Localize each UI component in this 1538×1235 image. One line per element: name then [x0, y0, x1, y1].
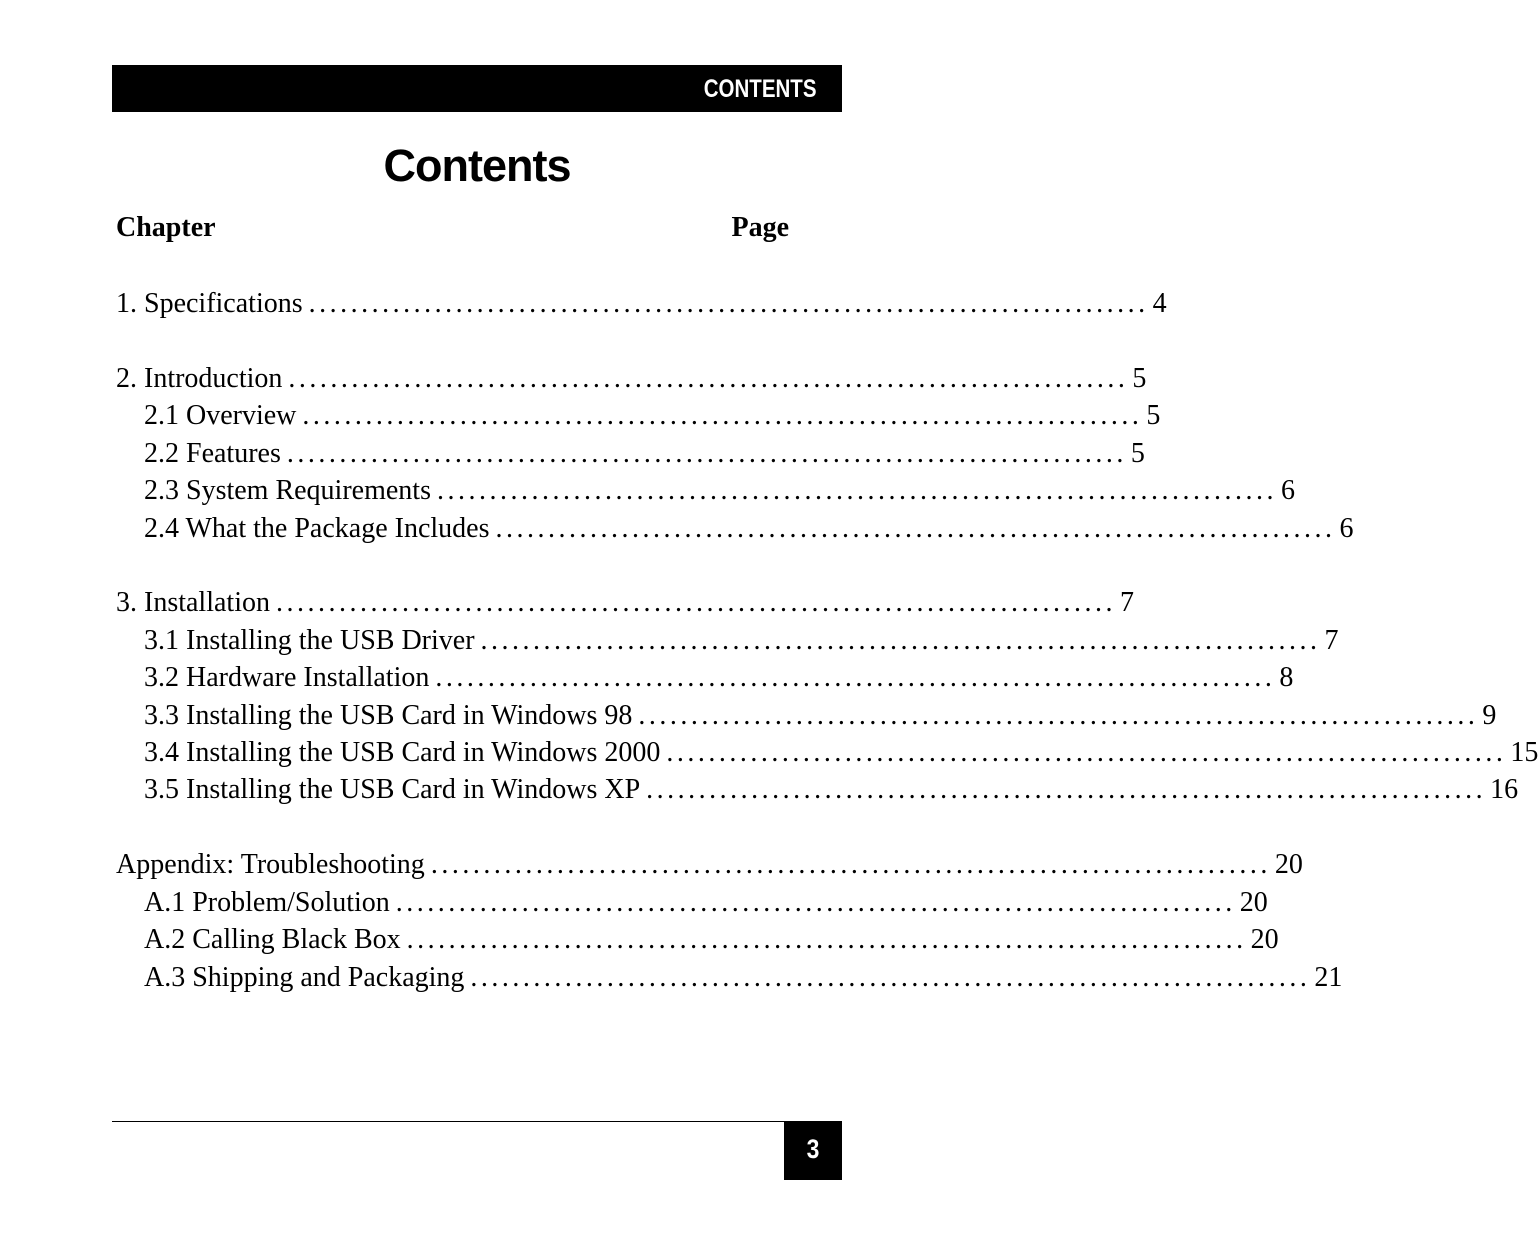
footer-rule — [112, 1121, 784, 1122]
toc-dot-leader: ................................................................................ — [395, 887, 1236, 918]
toc-entry-title: 3.1 Installing the USB Driver — [144, 625, 475, 656]
toc-entry-title: A.1 Problem/Solution — [144, 887, 390, 918]
chapter-column-heading: Chapter — [116, 212, 216, 243]
toc-entry-page: 7 — [1119, 587, 1134, 618]
toc-entry-page: 7 — [1324, 625, 1339, 656]
toc-entry — [144, 473, 1295, 509]
toc-dot-leader: ................................................................................ — [480, 625, 1321, 656]
toc-dot-leader: ................................................................................ — [286, 438, 1127, 469]
toc-entry-page: 6 — [1280, 475, 1295, 506]
toc-entry-page: 15 — [1510, 737, 1538, 768]
toc-entry — [144, 660, 1294, 696]
toc-entry — [144, 885, 1268, 921]
toc-dot-leader: ................................................................................ — [430, 849, 1271, 880]
toc-entry — [144, 960, 1343, 996]
toc-entry-page: 5 — [1132, 363, 1147, 394]
toc-entry-page: 20 — [1250, 924, 1279, 955]
toc-entry-page: 8 — [1279, 662, 1294, 693]
toc-entry — [144, 398, 1161, 434]
toc-entry — [144, 436, 1145, 472]
toc-entry-title: Appendix: Troubleshooting — [116, 849, 425, 880]
toc-entry-page: 4 — [1152, 288, 1167, 319]
toc-entry-title: 2.3 System Requirements — [144, 475, 431, 506]
toc-entry — [144, 922, 1279, 958]
toc-entry-page: 20 — [1274, 849, 1303, 880]
toc-entry-title: 2.1 Overview — [144, 400, 297, 431]
toc-entry — [144, 772, 1519, 808]
toc-dot-leader: ................................................................................ — [288, 363, 1129, 394]
toc-entry-page: 20 — [1239, 887, 1268, 918]
toc-entry — [144, 698, 1497, 734]
toc-dot-leader: ................................................................................ — [435, 662, 1276, 693]
toc-entry-page: 5 — [1146, 400, 1161, 431]
toc-entry-page: 21 — [1314, 962, 1343, 993]
toc-dot-leader: ................................................................................ — [406, 924, 1247, 955]
page-title: Contents — [383, 140, 571, 191]
toc-dot-leader: ................................................................................ — [275, 587, 1116, 618]
toc-entry-title: 2. Introduction — [116, 363, 283, 394]
toc-dot-leader: ................................................................................ — [470, 962, 1311, 993]
toc-entry-title: 3.2 Hardware Installation — [144, 662, 430, 693]
page-number: 3 — [806, 1134, 820, 1164]
toc-entry-title: 3.4 Installing the USB Card in Windows 2000 — [144, 737, 661, 768]
toc-entry — [116, 361, 1147, 397]
toc-entry-title: 1. Specifications — [116, 288, 303, 319]
toc-dot-leader: ................................................................................ — [302, 400, 1143, 431]
toc-entry — [144, 623, 1339, 659]
toc-entry-title: 3. Installation — [116, 587, 270, 618]
toc-dot-leader: ................................................................................ — [308, 288, 1149, 319]
toc-entry-title: 2.2 Features — [144, 438, 281, 469]
toc-entry-page: 16 — [1490, 774, 1519, 805]
toc-entry-title: 3.3 Installing the USB Card in Windows 98 — [144, 700, 633, 731]
toc-dot-leader: ................................................................................ — [646, 774, 1487, 805]
toc-entry — [144, 735, 1538, 771]
toc-dot-leader: ................................................................................ — [495, 513, 1336, 544]
page-number-box — [784, 1121, 842, 1180]
toc-entry — [116, 585, 1134, 621]
toc-entry-page: 5 — [1130, 438, 1145, 469]
toc-entry — [116, 286, 1167, 322]
page-column-heading: Page — [731, 212, 789, 243]
toc-entry — [116, 847, 1303, 883]
toc-entry-page: 9 — [1482, 700, 1497, 731]
toc-entry — [144, 511, 1354, 547]
toc-dot-leader: ................................................................................ — [666, 737, 1507, 768]
toc-entry-title: A.2 Calling Black Box — [144, 924, 401, 955]
toc-entry-title: 2.4 What the Package Includes — [144, 513, 490, 544]
toc-entry-title: 3.5 Installing the USB Card in Windows XP — [144, 774, 641, 805]
toc-entry-title: A.3 Shipping and Packaging — [144, 962, 465, 993]
toc-entry-page: 6 — [1339, 513, 1354, 544]
toc-dot-leader: ................................................................................ — [638, 700, 1479, 731]
running-header: CONTENTS — [703, 75, 816, 103]
toc-dot-leader: ................................................................................ — [436, 475, 1277, 506]
